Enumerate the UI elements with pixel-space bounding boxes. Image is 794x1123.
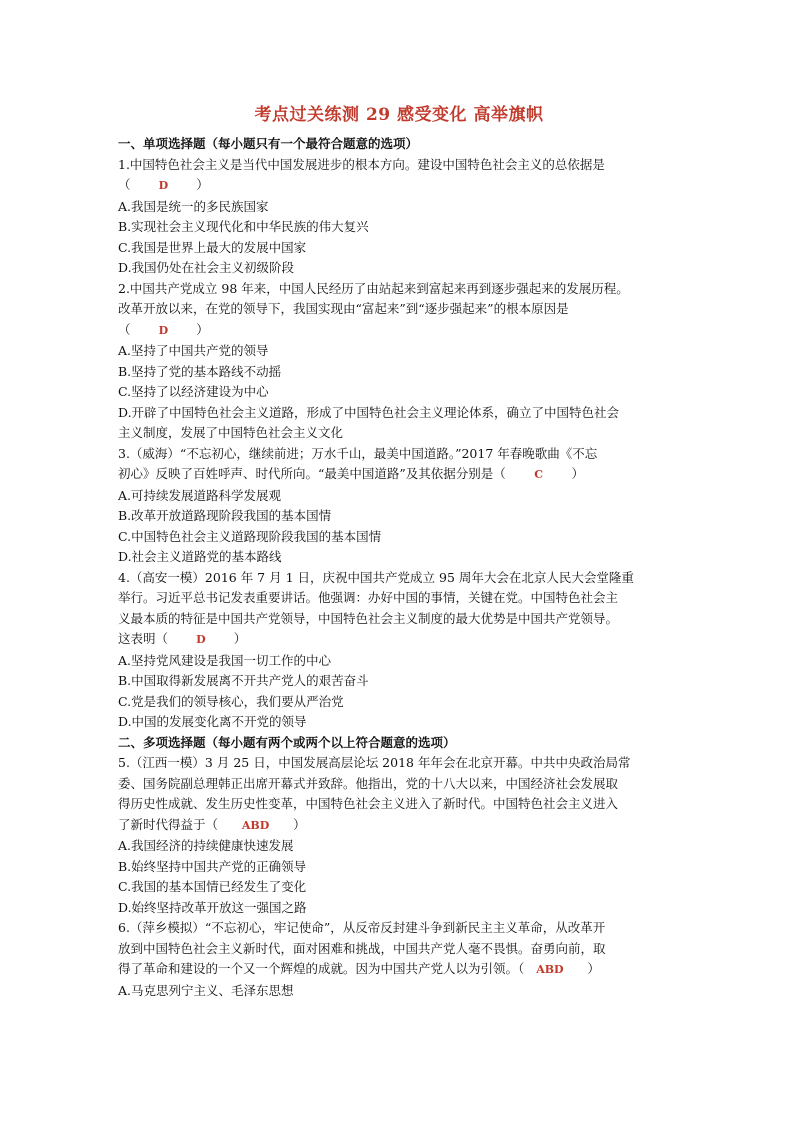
answer-line [118, 464, 680, 486]
question-text: 6.（萍乡模拟）“不忘初心，牢记使命”，从反帝反封建斗争到新民主主义革命，从改革开 [118, 920, 606, 935]
paren-close: ） [233, 631, 247, 646]
question-3 [118, 444, 680, 486]
question-text: 义最本质的特征是中国共产党领导，中国特色社会主义制度的最大优势是中国共产党领导。 [118, 610, 619, 626]
answer-line [118, 815, 680, 837]
question-text: 3.（威海）“不忘初心，继续前进；万水千山，最美中国道路。”2017 年春晚歌曲《不忘 [118, 445, 598, 461]
question-text: 初心》反映了百姓呼声、时代所向。“最美中国道路”及其依据分别是（ [118, 466, 506, 481]
page-title: 考点过关练测 29 感受变化 高举旗帜 [254, 105, 544, 125]
answer-mark: D [158, 179, 169, 192]
question-text: 举行。习近平总书记发表重要讲话。他强调：办好中国的事情，关键在党。中国特色社会主 [118, 590, 619, 605]
option-continued: 主义制度，发展了中国特色社会主义文化 [118, 425, 344, 440]
question-text: 改革开放以来，在党的领导下，我国实现由“富起来”到“逐步强起来”的根本原因是 [118, 301, 569, 316]
option: D.我国仍处在社会主义初级阶段 [118, 260, 295, 275]
paren-close: ） [196, 177, 209, 192]
option: C.党是我们的领导核心，我们要从严治党 [118, 693, 344, 709]
answer-mark: D [196, 633, 206, 646]
option: D.社会主义道路党的基本路线 [118, 549, 282, 564]
question-text: 得了革命和建设的一个又一个辉煌的成就。因为中国共产党人以为引领。（ [118, 961, 525, 976]
option: A.可持续发展道路科学发展观 [118, 487, 282, 503]
option: A.坚持党风建设是我国一切工作的中心 [118, 652, 332, 668]
paren-close: ） [196, 321, 209, 337]
option: B.实现社会主义现代化和中华民族的伟大复兴 [118, 219, 369, 234]
answer-mark: D [158, 323, 169, 337]
option: A.我国是统一的多民族国家 [118, 198, 269, 214]
question-1 [118, 155, 680, 197]
answer-line [118, 629, 680, 651]
question-text: 得历史性成就、发生历史性变革，中国特色社会主义进入了新时代。中国特色社会主义进入 [118, 796, 619, 811]
option: B.坚持了党的基本路线不动摇 [118, 363, 282, 379]
answer-mark: ABD [241, 818, 270, 832]
option: C.坚持了以经济建设为中心 [118, 384, 269, 399]
answer-line [118, 959, 680, 981]
option: D.开辟了中国特色社会主义道路，形成了中国特色社会主义理论体系，确立了中国特色社会 [118, 404, 620, 420]
question-text: 2.中国共产党成立 98 年来，中国人民经历了由站起来到富起来再到逐步强起来的发展历程。 [118, 280, 629, 296]
question-text: 这表明（ [118, 631, 169, 646]
question-text: 4.（高安一模）2016 年 7 月 1 日，庆祝中国共产党成立 95 周年大会在北京人民大会堂隆重 [118, 569, 634, 585]
paren-close: ） [587, 961, 600, 976]
paren-open: （ [118, 177, 131, 192]
option: D.中国的发展变化离不开党的领导 [118, 714, 307, 729]
option: C.中国特色社会主义道路现阶段我国的基本国情 [118, 528, 382, 544]
option: A.马克思列宁主义、毛泽东思想 [118, 982, 294, 998]
question-2 [118, 279, 680, 342]
paren-close: ） [293, 816, 306, 832]
option: A.坚持了中国共产党的领导 [118, 343, 269, 358]
answer-line [118, 320, 680, 342]
option: B.中国取得新发展离不开共产党人的艰苦奋斗 [118, 673, 369, 688]
option: B.改革开放道路现阶段我国的基本国情 [118, 508, 332, 523]
answer-mark: C [534, 468, 544, 481]
question-text: 1.中国特色社会主义是当代中国发展进步的根本方向。建设中国特色社会主义的总依据是 [118, 156, 605, 172]
worksheet-page [118, 104, 680, 1001]
option: A.我国经济的持续健康快速发展 [118, 838, 294, 853]
question-6 [118, 918, 680, 981]
question-text: 了新时代得益于（ [118, 816, 219, 832]
paren-close: ） [571, 466, 584, 481]
question-5 [118, 753, 680, 836]
answer-line [118, 175, 680, 197]
option: B.始终坚持中国共产党的正确领导 [118, 858, 307, 874]
option: C.我国的基本国情已经发生了变化 [118, 879, 307, 894]
question-4 [118, 568, 680, 651]
question-text: 5.（江西一模）3 月 25 日，中国发展高层论坛 2018 年年会在北京开幕。中共中央政治局常 [118, 755, 631, 770]
section-heading-single-choice: 一、单项选择题（每小题只有一个最符合题意的选项） [118, 136, 419, 151]
option: D.始终坚持改革开放这一强国之路 [118, 899, 307, 915]
question-text: 放到中国特色社会主义新时代，面对困难和挑战，中国共产党人毫不畏惧。奋勇向前，取 [118, 940, 606, 956]
answer-mark: ABD [536, 963, 564, 976]
paren-open: （ [118, 321, 131, 337]
option: C.我国是世界上最大的发展中国家 [118, 239, 307, 255]
section-heading-multiple-choice: 二、多项选择题（每小题有两个或两个以上符合题意的选项） [118, 734, 456, 750]
question-text: 委、国务院副总理韩正出席开幕式并致辞。他指出，党的十八大以来，中国经济社会发展取 [118, 775, 619, 791]
